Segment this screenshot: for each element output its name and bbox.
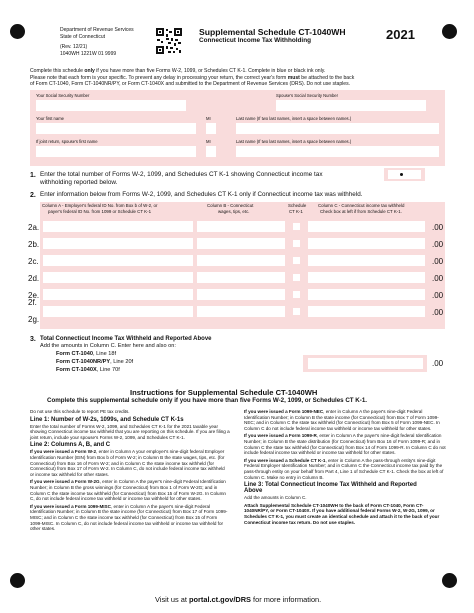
- column-c-field[interactable]: [308, 306, 425, 317]
- column-c-cents: .00: [432, 257, 444, 266]
- line-3-total-field[interactable]: [308, 358, 423, 369]
- line-3-form-ct-1040x: Form CT-1040X, Line 70f: [56, 367, 120, 373]
- spouse-ssn-field[interactable]: [276, 100, 426, 111]
- column-b-header-2: wages, tips, etc.: [218, 209, 250, 214]
- column-c-cents: .00: [432, 291, 444, 300]
- schedule-k1-header-2: CT K-1: [289, 209, 303, 214]
- column-a-header-2: payer's federal ID No. from 1099 or Schedule CT K-1: [48, 209, 152, 214]
- last-name-field[interactable]: [236, 123, 439, 134]
- spouse-first-name-label: If joint return, spouse's first name: [36, 139, 98, 144]
- footer-text: Visit us at portal.ct.gov/DRS for more information.: [155, 595, 322, 604]
- schedule-k1-header: Schedule: [288, 203, 307, 208]
- instructions-right-column: [244, 409, 446, 525]
- line-1-number: 1.: [30, 172, 36, 179]
- column-a-field[interactable]: [43, 255, 193, 266]
- registration-mark-bottom-left: [10, 573, 25, 588]
- column-b-field[interactable]: [197, 272, 285, 283]
- line-3-heading: Line 3: Total Connecticut Income Tax Withheld and Reported: [244, 482, 417, 489]
- column-c-field[interactable]: [308, 238, 425, 249]
- ssn-label: Your Social Security Number: [36, 93, 90, 98]
- registration-mark-bottom-right: [442, 573, 457, 588]
- mi-field[interactable]: [206, 123, 216, 134]
- line-3-heading-2: Above: [244, 488, 263, 495]
- line-1-instructions: Enter the total number of Forms W-2, 1099, and Schedules CT K-1 for the 2021 taxable year showing Connecticut income tax withheld that you are reporting on this schedule. If you are filing a joint return, include your spouse's Forms W-2, 1099, and Schedules CT K-1.: [30, 423, 230, 440]
- column-c-field[interactable]: [308, 221, 425, 232]
- instructions-left-column: [30, 409, 230, 532]
- line-1-bullet-icon: [400, 173, 403, 176]
- attach-instructions: Attach Supplemental Schedule CT-1040WH to the back of Form CT-1040, Form CT-1040NR/PY, or Form CT-1040X. If you have additional federal Forms W-2, W-2G, 1099, or Schedules CT K-1, you must create an identical schedule and attach it to the back of your Connecticut income tax return. Do not use staples.: [244, 502, 440, 525]
- qr-code-icon: [156, 28, 182, 54]
- column-a-field[interactable]: [43, 221, 193, 232]
- column-c-field[interactable]: [308, 255, 425, 266]
- line-1-heading: Line 1: Number of W-2s, 1099s, and Schedule CT K-1s: [30, 416, 184, 423]
- agency-line-1: Department of Revenue Services: [60, 27, 134, 33]
- column-a-field[interactable]: [43, 238, 193, 249]
- schedule-k1-checkbox[interactable]: [293, 257, 300, 264]
- agency-line-2: State of Connecticut: [60, 34, 106, 40]
- registration-mark-top-left: [10, 24, 25, 39]
- column-c-cents: .00: [432, 274, 444, 283]
- first-name-field[interactable]: [36, 123, 196, 134]
- taxpayer-id-block: [30, 90, 445, 166]
- column-c-header: Column C - Connecticut income tax withheld: [318, 203, 405, 208]
- form-subtitle: Connecticut Income Tax Withholding: [199, 37, 312, 44]
- column-c-cents: .00: [432, 223, 444, 232]
- column-b-header: Column B - Connecticut: [207, 203, 254, 208]
- row-label: 2g.: [28, 315, 40, 324]
- column-a-header: Column A - Employer's federal ID No. from Box b of W-2, or: [42, 203, 158, 208]
- column-b-field[interactable]: [197, 221, 285, 232]
- revision-date: (Rev. 12/21): [60, 44, 88, 50]
- schedule-k1-checkbox[interactable]: [293, 240, 300, 247]
- column-b-field[interactable]: [197, 238, 285, 249]
- no-pe-credit-note: Do not use this schedule to report PE tax credits.: [30, 409, 130, 414]
- spouse-last-name-label: Last name (If two last names, insert a space between names.): [236, 139, 352, 144]
- form-title: Supplemental Schedule CT-1040WH: [199, 27, 346, 37]
- mi-label: MI: [206, 116, 211, 121]
- line-3-subtext: Add the amounts in Column C. Enter here and also on:: [40, 343, 176, 349]
- column-b-field[interactable]: [197, 255, 285, 266]
- row-label: 2b.: [28, 240, 40, 249]
- line-1-count-field[interactable]: [388, 170, 421, 179]
- spouse-last-name-field[interactable]: [236, 146, 439, 157]
- intro-paragraph: Complete this schedule only if you have more than five Forms W-2, 1099, or Schedules CT K-1. Complete in blue or black ink only. Please note that each form is your specific. To prevent any delay in processing your return, the correct year's form must be attached to the back of Form CT-1040, Form CT-1040NR/PY, or Form CT-1040X and submitted to the Department of Revenue Services (DRS). Do not use staples.: [30, 68, 355, 88]
- row-label: 2f.: [28, 298, 37, 307]
- column-b-field[interactable]: [197, 306, 285, 317]
- line-1-count-box: [384, 168, 425, 181]
- line-3-instructions: Add the amounts in Column C.: [244, 495, 307, 501]
- spouse-first-name-field[interactable]: [36, 146, 196, 157]
- column-c-field[interactable]: [308, 289, 425, 300]
- instructions-title: Instructions for Supplemental Schedule CT-1040WH: [130, 388, 318, 397]
- line-3-total-box: [303, 355, 427, 372]
- 1099-r-instructions: If you were issued a Form 1099-R, enter in Column A the payer's nine-digit federal Identification Number; in Column B the state distribution (for Connecticut) from Box 16 of Form 1099-R; and in Column C the state tax withheld (for Connecticut) from Box 14 of Form 1099-R. In Column C do not include federal income tax withheld or income tax withheld for other states.: [244, 433, 446, 456]
- tax-year: 2021: [386, 27, 415, 42]
- schedule-k1-checkbox[interactable]: [293, 308, 300, 315]
- registration-mark-top-right: [442, 24, 457, 39]
- column-a-field[interactable]: [43, 289, 193, 300]
- line-3-form-ct-1040nr: Form CT-1040NR/PY, Line 20f: [56, 359, 134, 365]
- line-2-text: Enter information below from Forms W-2, 1099, and Schedules CT K-1 only if Connecticut income tax was withheld.: [40, 191, 363, 198]
- row-label: 2c.: [28, 257, 39, 266]
- line-2-heading: Line 2: Columns A, B, and C: [30, 442, 111, 449]
- spouse-ssn-label: Spouse's Social Security Number: [276, 93, 339, 98]
- first-name-label: Your first name: [36, 116, 65, 121]
- w2-instructions: If you were issued a Form W-2, enter in Column A your employer's nine-digit federal Employer Identification Number (EIN) from Box b of Form W-2; in Column B the state wages, tips, etc. (for Connecticut) from Box 16 of Form W-2; and in Column C the state income tax withheld (for Connecticut) from Box 17 of Form W-2. In Column C, do not include federal income tax withheld or income tax withheld for other states.: [30, 449, 225, 477]
- drs-portal-link[interactable]: portal.ct.gov/DRS: [188, 595, 251, 604]
- line-3-form-ct-1040: Form CT-1040, Line 18f: [56, 351, 117, 357]
- column-c-cents: .00: [432, 240, 444, 249]
- column-a-field[interactable]: [43, 272, 193, 283]
- last-name-label: Last name (If two last names, insert a space between names.): [236, 116, 352, 121]
- column-c-cents: .00: [432, 308, 444, 317]
- instructions-subtitle: Complete this supplemental schedule only if you have more than five Forms W-2, 1099, or Schedules CT K-1.: [47, 397, 367, 404]
- 1099-misc-instructions: If you were issued a Form 1099-MISC, enter in Column A the payer's nine-digit Federal Identification Number; in Column B the state income (for Connecticut) from Box 17 of Form 1099-MISC; and in Column C the state income tax withheld (for Connecticut) from Box 15 of Form 1099-MISC. In Column C, do not include federal income tax withheld or income tax withheld for other states.: [30, 503, 228, 532]
- line-3-cents: .00: [432, 359, 444, 368]
- line-1-text-2: withholding reported below.: [40, 179, 118, 186]
- spouse-mi-field[interactable]: [206, 146, 216, 157]
- line-2-number: 2.: [30, 192, 36, 199]
- line-1-text: Enter the total number of Forms W-2, 1099, and Schedules CT K-1 showing Connecticut income tax: [40, 171, 323, 178]
- form-code: 1040WH 1221W 01 9999: [60, 51, 117, 57]
- line-3-number: 3.: [30, 336, 36, 343]
- schedule-k1-instructions: If you were issued a Schedule CT K-1, enter in Column A the pass-through entity's nine-digit Federal Employer Identification Number; and in Column C the Connecticut income tax paid by the pass-through entity on your behalf from Part 4, Line 1 of Schedule CT K-1. Check the box at left of Column C. Make no entry in Column B.: [244, 457, 444, 480]
- ssn-field[interactable]: [36, 100, 186, 111]
- schedule-k1-checkbox[interactable]: [293, 274, 300, 281]
- schedule-k1-checkbox[interactable]: [293, 223, 300, 230]
- line-3-title: Total Connecticut Income Tax Withheld and Reported Above: [40, 336, 212, 342]
- 1099-nec-instructions: If you were issued a Form 1099-NEC, enter in Column A the payer's nine-digit Federal Identification Number; in Column B the state income (for Connecticut) from Box 7 of Form 1099-NEC; and in Column C the state tax withheld (for Connecticut) from Box 5 of Form 1099-NEC. In Column C do not include federal income tax withheld or income tax withheld for other states.: [244, 409, 440, 431]
- column-c-field[interactable]: [308, 272, 425, 283]
- column-a-field[interactable]: [43, 306, 193, 317]
- column-b-field[interactable]: [197, 289, 285, 300]
- w2g-instructions: If you were issued a Form W-2G, enter in Column A the payer's nine-digit Federal Identification Number; in Column B the gross winnings (for Connecticut) from Box 1 of Form W-2G; and in Column C the state income tax withheld (for Connecticut) from Box 15 of Form W-2G. In Column C, do not include federal income tax withheld or income tax withheld for other states.: [30, 479, 226, 502]
- schedule-k1-checkbox[interactable]: [293, 291, 300, 298]
- row-label: 2e.: [28, 291, 40, 300]
- row-label: 2d.: [28, 274, 40, 283]
- column-c-header-2: Check box at left if from Schedule CT K-1.: [320, 209, 402, 214]
- row-label: 2a.: [28, 223, 40, 232]
- spouse-mi-label: MI: [206, 139, 211, 144]
